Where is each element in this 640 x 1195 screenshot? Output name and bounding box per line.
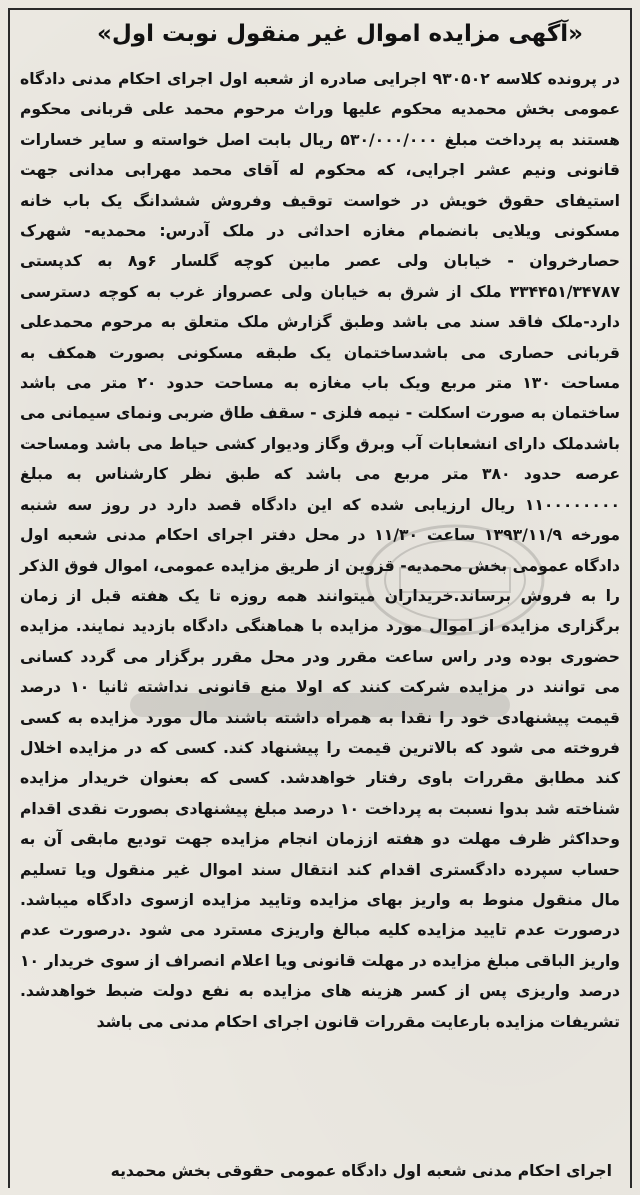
notice-signature: اجرای احکام مدنی شعبه اول دادگاه عمومی حقوقی بخش محمدیه	[110, 1162, 612, 1180]
frame-left-rule	[8, 8, 10, 1188]
frame-right-rule	[630, 8, 632, 1188]
notice-body-paragraph: در پرونده کلاسه ۹۳۰۵۰۲ اجرایی صادره از شعبه اول اجرای احکام مدنی دادگاه عمومی بخش محمدیه محکوم علیها وراث مرحوم محمد علی قربانی محکوم هستند به پرداخت مبلغ ۵۳۰/۰۰۰/۰۰۰ ریال بابت اصل خواسته و سایر خسارات قانونی ونیم عشر اجرایی، که محکوم له آقای محمد مهرابی مدانی جهت استیفای حقوق خویش در خواست توقیف وفروش ششدانگ یک باب خانه مسکونی ویلایی بانضمام مغازه احداثی در ملک آدرس: محمدیه- شهرک حصارخروان - خیابان ولی عصر مابین کوچه گلسار ۶و۸ به کدپستی ۳۳۴۴۵۱/۳۴۷۸۷ ملک از شرق به خیابان ولی عصرواز غرب به کوچه دسترسی دارد-ملک فاقد سند می باشد وطبق گزارش ملک متعلق به مرحوم محمدعلی قربانی حصاری می باشدساختمان یک طبقه مسکونی بصورت همکف به مساحت ۱۳۰ متر مربع ویک باب مغازه به مساحت حدود ۲۰ متر می باشد ساختمان به صورت اسکلت - نیمه فلزی - سقف طاق ضربی ونمای سیمانی می باشدملک دارای انشعابات آب وبرق وگاز ودیوار کشی حیاط می باشد ومساحت عرصه حدود ۳۸۰ متر مربع می باشد که طبق نظر کارشناس به مبلغ ۱۱۰۰۰۰۰۰۰۰ ریال ارزیابی شده که این دادگاه قصد دارد در روز سه شنبه مورخه ۱۳۹۳/۱۱/۹ ساعت ۱۱/۳۰ در محل دفتر اجرای احکام مدنی شعبه اول دادگاه عمومی بخش محمدیه- قزوین از طریق مزایده عمومی، اموال فوق الذکر را به فروش برساند.خریداران میتوانند همه روزه تا یک هفته قبل از زمان برگزاری مزایده از اموال مورد مزایده با هماهنگی دادگاه بازدید نمایند. مزایده حضوری بوده ودر راس ساعت مقرر ودر محل مقرر برگزار می گردد کسانی می توانند در مزایده شرکت کنند که اولا منع قانونی نداشته ثانیا ۱۰ درصد قیمت پیشنهادی خود را نقدا به همراه داشته باشند مال مورد مزایده به کسی فروخته می شود که بالاترین قیمت را پیشنهاد کند. کسی که در مزایده اخلال کند مطابق مقررات باوی رفتار خواهدشد. کسی که بعنوان خریدار مزایده شناخته شد بدوا نسبت به پرداخت ۱۰ درصد مبلغ پیشنهادی بصورت نقدی اقدام وحداکثر ظرف مهلت دو هفته اززمان انجام مزایده جهت تودیع مابقی آن به حساب سپرده دادگستری اقدام کند انتقال سند اموال غیر منقول ویا تسلیم مال منقول منوط به واریز بهای مزایده وتایید مزایده ازسوی دادگاه میباشد. درصورت عدم تایید مزایده کلیه مبالغ واریزی مسترد می شود .درصورت عدم واریز الباقی مبلغ مزایده در مهلت قانونی ویا اعلام انصراف از سوی خریدار ۱۰ درصد واریزی پس از کسر هزینه های مزایده به نفع دولت ضبط خواهدشد. تشریفات مزایده بارعایت مقررات قانون اجرای احکام مدنی می باشد	[20, 70, 621, 1031]
frame-top-rule	[8, 8, 632, 10]
notice-body	[20, 64, 620, 1037]
notice-title: «آگهی مزایده اموال غیر منقول نوبت اول»	[97, 21, 583, 47]
